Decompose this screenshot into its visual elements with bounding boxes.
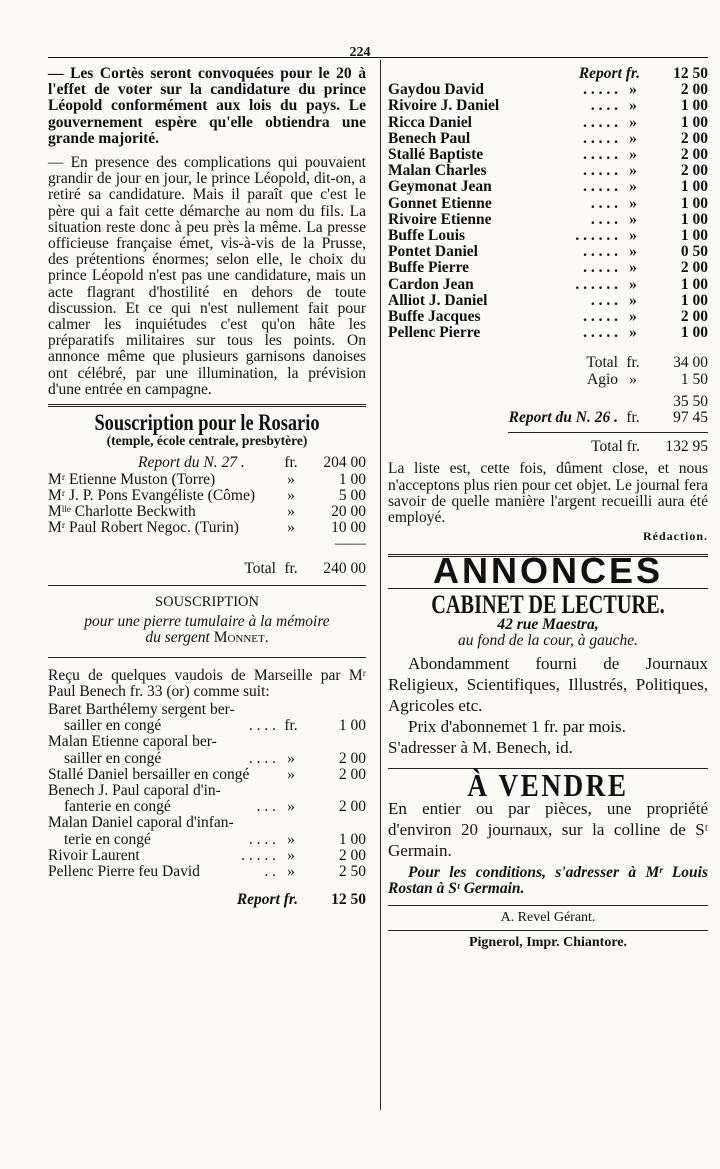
donor-cur: » bbox=[629, 162, 637, 180]
right-column bbox=[388, 66, 708, 951]
donor-line-1: Malan Etienne caporal ber- bbox=[48, 733, 217, 751]
donor-name: Geymonat Jean bbox=[388, 178, 492, 196]
donor-cur: » bbox=[287, 830, 295, 848]
cabinet-title: CABINET DE LECTURE. bbox=[431, 589, 665, 619]
pierre-report-amount: 12 50 bbox=[331, 891, 366, 909]
rosario-total-cur: fr. bbox=[284, 559, 298, 577]
list-item bbox=[48, 734, 366, 766]
right-report-row bbox=[388, 66, 708, 82]
donor-name: Malan Charles bbox=[388, 162, 487, 180]
report26-cur: fr. bbox=[626, 409, 640, 427]
donor-cur: fr. bbox=[284, 717, 298, 735]
donor-cur: » bbox=[287, 503, 295, 521]
donor-amount: 1 00 bbox=[680, 178, 708, 196]
list-item bbox=[388, 115, 708, 131]
grand-total-amount: 132 95 bbox=[665, 438, 708, 456]
donor-amount: 2 00 bbox=[680, 146, 708, 164]
donor-line-2: terie en congé bbox=[64, 830, 151, 848]
rosario-subscription bbox=[48, 410, 366, 577]
news-paragraph-1: — Les Cortès seront convoquées pour le 20 à l'effet de voter sur la candidature du prince Léopold conformément aux lois du pays. Le gouvernement espère qu'elle obtiendra une grande majorité. bbox=[48, 65, 366, 147]
donor-name: Mˡˡᵉ Charlotte Beckwith bbox=[48, 503, 196, 521]
donor-name: Gaydou David bbox=[388, 81, 485, 99]
pierre-title: SOUSCRIPTION bbox=[155, 593, 259, 610]
agio-amount: 1 50 bbox=[680, 370, 708, 388]
donor-name: Buffe Jacques bbox=[388, 308, 481, 326]
donor-amount: 1 00 bbox=[680, 97, 708, 115]
donor-cur: » bbox=[629, 146, 637, 164]
donor-cur: » bbox=[629, 324, 637, 342]
donor-line-2: sailler en congé bbox=[64, 717, 162, 735]
left-column bbox=[48, 66, 366, 908]
donor-amount: 5 00 bbox=[338, 486, 366, 504]
section-divider bbox=[388, 905, 708, 906]
leader-dots: . . . . . bbox=[583, 324, 618, 342]
list-item bbox=[48, 864, 366, 880]
amount-rule: —— bbox=[335, 535, 366, 553]
donor-amount: 1 00 bbox=[680, 194, 708, 212]
section-divider bbox=[388, 930, 708, 931]
rosario-report-amount: 204 00 bbox=[323, 454, 366, 472]
list-item bbox=[388, 179, 708, 195]
leader-dots: . . . . . bbox=[583, 81, 618, 99]
cabinet-address-1: 42 rue Maestra, bbox=[497, 615, 599, 633]
subtotal-amount: 35 50 bbox=[673, 392, 708, 410]
rosario-rule-row bbox=[48, 536, 366, 552]
list-item bbox=[388, 98, 708, 114]
section-divider bbox=[48, 585, 366, 586]
list-item bbox=[388, 212, 708, 228]
grand-total-label: Total fr. bbox=[591, 438, 640, 456]
report26-amount: 97 45 bbox=[673, 409, 708, 427]
donor-cur: » bbox=[287, 862, 295, 880]
pierre-report-label: Report fr. bbox=[236, 891, 298, 909]
donor-amount: 1 00 bbox=[338, 470, 366, 488]
page-number: 224 bbox=[0, 45, 720, 61]
donor-amount: 1 00 bbox=[338, 830, 366, 848]
donor-name: Pontet Daniel bbox=[388, 243, 478, 261]
donor-cur: » bbox=[287, 470, 295, 488]
report26-row bbox=[388, 410, 708, 426]
donor-name: Rivoire Etienne bbox=[388, 210, 492, 228]
donor-amount: 2 00 bbox=[338, 798, 366, 816]
donor-cur: » bbox=[287, 846, 295, 864]
section-divider bbox=[48, 404, 366, 407]
leader-dots: . . . . . bbox=[583, 162, 618, 180]
rosario-title: Souscription pour le Rosario bbox=[94, 410, 320, 436]
donor-amount: 2 00 bbox=[680, 259, 708, 277]
donor-amount: 1 00 bbox=[680, 275, 708, 293]
donor-name: Ricca Daniel bbox=[388, 113, 472, 131]
donor-amount: 2 00 bbox=[680, 308, 708, 326]
donor-cur: » bbox=[629, 113, 637, 131]
donor-name: Stallé Baptiste bbox=[388, 146, 484, 164]
leader-dots: . . . . bbox=[248, 717, 276, 735]
donor-name: Mʳ Etienne Muston (Torre) bbox=[48, 470, 216, 488]
list-item bbox=[388, 82, 708, 98]
donor-amount: 1 00 bbox=[680, 324, 708, 342]
total-divider bbox=[508, 432, 708, 433]
closing-note: La liste est, cette fois, dûment close, et nous n'acceptons plus rien pour cet objet. Le journal fera savoir de quelle manière l'argent recueilli aura été employé. bbox=[388, 460, 708, 527]
list-item bbox=[48, 520, 366, 536]
donor-amount: 2 00 bbox=[338, 765, 366, 783]
pierre-subtitle-1: pour une pierre tumulaire à la mémoire bbox=[84, 613, 330, 631]
rosario-report-cur: fr. bbox=[284, 454, 298, 472]
column-divider bbox=[380, 60, 381, 1110]
leader-dots: . . . . . bbox=[583, 308, 618, 326]
list-item bbox=[48, 488, 366, 504]
donor-line-2: Rivoir Laurent bbox=[48, 846, 140, 864]
redaction-signature: Rédaction. bbox=[643, 529, 708, 544]
donor-line-2: Pellenc Pierre feu David bbox=[48, 862, 200, 880]
donor-cur: » bbox=[629, 259, 637, 277]
leader-dots: . . . . . bbox=[583, 178, 618, 196]
list-item bbox=[388, 228, 708, 244]
cabinet-contact: S'adresser à M. Benech, id. bbox=[388, 738, 573, 758]
donor-cur: » bbox=[629, 81, 637, 99]
list-item bbox=[388, 163, 708, 179]
donor-name: Pellenc Pierre bbox=[388, 324, 481, 342]
pierre-intro: Reçu de quelques vaudois de Marseille par Mʳ Paul Benech fr. 33 (or) comme suit: bbox=[48, 666, 366, 700]
donor-cur: » bbox=[287, 486, 295, 504]
leader-dots: . . . . bbox=[590, 194, 618, 212]
right-report-amount: 12 50 bbox=[673, 65, 708, 82]
top-rule bbox=[48, 57, 708, 58]
donor-amount: 2 00 bbox=[338, 846, 366, 864]
news-section bbox=[48, 66, 366, 398]
rosario-subtitle: (temple, école centrale, presbytère) bbox=[106, 433, 308, 449]
donor-cur: » bbox=[629, 275, 637, 293]
list-item bbox=[48, 702, 366, 734]
donor-amount: 2 00 bbox=[680, 162, 708, 180]
list-item bbox=[388, 131, 708, 147]
rosario-total-label: Total bbox=[244, 559, 276, 577]
donor-amount: 2 00 bbox=[338, 749, 366, 767]
donor-name: Gonnet Etienne bbox=[388, 194, 492, 212]
report26-label: Report du N. 26 . bbox=[508, 409, 618, 427]
donor-name: Buffe Pierre bbox=[388, 259, 470, 277]
donor-cur: » bbox=[287, 765, 295, 783]
rosario-total-amount: 240 00 bbox=[323, 559, 366, 577]
pierre-subtitle-2-name: Monnet. bbox=[213, 629, 269, 647]
leader-dots: . . . . bbox=[590, 291, 618, 309]
donor-cur: » bbox=[629, 178, 637, 196]
list-item bbox=[388, 147, 708, 163]
pierre-subtitle-2-text: du sergent bbox=[145, 629, 210, 647]
total-label: Total bbox=[586, 354, 618, 372]
donor-cur: » bbox=[287, 749, 295, 767]
list-item bbox=[388, 309, 708, 325]
donor-amount: 2 00 bbox=[680, 81, 708, 99]
donor-line-1: Malan Daniel caporal d'infan- bbox=[48, 814, 234, 832]
list-item bbox=[388, 260, 708, 276]
total-cur: fr. bbox=[626, 354, 640, 372]
donor-name: Mʳ Paul Robert Negoc. (Turin) bbox=[48, 519, 239, 537]
donor-cur: » bbox=[287, 519, 295, 537]
leader-dots: . . . . . bbox=[583, 129, 618, 147]
donor-amount: 2 00 bbox=[680, 129, 708, 147]
total-amount: 34 00 bbox=[673, 354, 708, 372]
donor-amount: 1 00 bbox=[680, 210, 708, 228]
agio-label: Agio bbox=[587, 370, 618, 388]
list-item bbox=[48, 767, 366, 783]
donor-name: Buffe Louis bbox=[388, 227, 466, 245]
donor-amount: 1 00 bbox=[680, 113, 708, 131]
donor-cur: » bbox=[629, 194, 637, 212]
donor-line-1: Baret Barthélemy sergent ber- bbox=[48, 700, 235, 718]
list-item bbox=[48, 504, 366, 520]
leader-dots: . . . . bbox=[590, 210, 618, 228]
right-report-label: Report fr. bbox=[578, 65, 640, 82]
leader-dots: . . . bbox=[256, 798, 276, 816]
leader-dots: . . . . . bbox=[241, 846, 276, 864]
leader-dots: . . . . . bbox=[583, 113, 618, 131]
donor-name: Rivoire J. Daniel bbox=[388, 97, 500, 115]
donor-amount: 0 50 bbox=[680, 243, 708, 261]
leader-dots: . . . . . bbox=[583, 259, 618, 277]
cabinet-price: Prix d'abonnemet 1 fr. par mois. bbox=[408, 717, 626, 737]
vendre-title: À VENDRE bbox=[467, 767, 629, 804]
imprimerie: Pignerol, Impr. Chiantore. bbox=[468, 935, 628, 951]
pierre-subtitle-2 bbox=[48, 630, 366, 646]
donor-name: Cardon Jean bbox=[388, 275, 474, 293]
list-item bbox=[48, 815, 366, 847]
grand-total-row bbox=[388, 439, 708, 455]
list-item bbox=[388, 244, 708, 260]
donor-name: Benech Paul bbox=[388, 129, 471, 147]
cabinet-body: Abondamment fourni de Journaux Religieux, Scientifiques, Illustrés, Politiques, Agricoles etc. bbox=[388, 654, 708, 716]
donor-cur: » bbox=[629, 291, 637, 309]
list-item bbox=[388, 277, 708, 293]
donor-cur: » bbox=[629, 243, 637, 261]
donor-cur: » bbox=[629, 129, 637, 147]
donor-amount: 1 00 bbox=[680, 227, 708, 245]
donor-list bbox=[388, 82, 708, 341]
leader-dots: . . . . bbox=[590, 97, 618, 115]
donor-amount: 10 00 bbox=[331, 519, 366, 537]
donor-amount: 1 00 bbox=[338, 717, 366, 735]
donor-line-2: fanterie en congé bbox=[64, 798, 171, 816]
leader-dots: . . . . . . bbox=[575, 227, 618, 245]
rosario-report-label: Report du N. 27 . bbox=[138, 454, 245, 472]
gerant: A. Revel Gérant. bbox=[500, 909, 596, 925]
list-item bbox=[388, 293, 708, 309]
pierre-report-row bbox=[48, 892, 366, 908]
donor-amount: 2 50 bbox=[338, 862, 366, 880]
donor-line-1: Benech J. Paul caporal d'in- bbox=[48, 781, 221, 799]
news-paragraph-2: — En presence des complications qui pouvaient grandir de jour en jour, le prince Léopold, dit-on, a retiré sa candidature. Mais il paraît que c'est le père qui a fait cette démarche au nom du fils. La situation reste donc à peu près la même. La presse officieuse française émet, vis-à-vis de la Prusse, des prétentions énormes; selon elle, le choix du prince Léopold n'est pas une candidature, mais un acte flagrant d'hostilité en dehors de toute discussion. Et ce qui n'est nullement fait pour calmer les inquiétudes c'est qu'on hâte les préparatifs militaires sur tous les points. On annonce même que plusieurs garnisons danoises ont célébré, par une illumination, la prévision d'une entrée en campagne. bbox=[48, 154, 366, 398]
leader-dots: . . . . bbox=[248, 830, 276, 848]
leader-dots: . . . . . . bbox=[575, 275, 618, 293]
donor-name: Mʳ J. P. Pons Evangéliste (Côme) bbox=[48, 486, 256, 504]
section-divider bbox=[48, 657, 366, 658]
total-row bbox=[388, 355, 708, 371]
agio-row bbox=[388, 372, 708, 388]
donor-line-2: sailler en congé bbox=[64, 749, 162, 767]
leader-dots: . . . . . bbox=[583, 243, 618, 261]
list-item bbox=[48, 472, 366, 488]
list-item bbox=[388, 325, 708, 341]
list-item bbox=[388, 196, 708, 212]
leader-dots: . . . . . bbox=[583, 146, 618, 164]
annonces-heading: ANNONCES bbox=[432, 550, 663, 592]
donor-name: Alliot J. Daniel bbox=[388, 291, 488, 309]
rosario-total-row bbox=[48, 561, 366, 577]
agio-cur: » bbox=[629, 370, 637, 388]
donor-cur: » bbox=[629, 308, 637, 326]
donor-cur: » bbox=[287, 798, 295, 816]
vendre-conditions: Pour les conditions, s'adresser à Mʳ Louis Rostan à Sᵗ Germain. bbox=[388, 863, 708, 897]
subtotal-row bbox=[388, 394, 708, 410]
rosario-report-row bbox=[48, 455, 366, 471]
leader-dots: . . bbox=[264, 862, 276, 880]
pierre-subscription bbox=[48, 594, 366, 908]
leader-dots: . . . . bbox=[248, 749, 276, 767]
list-item bbox=[48, 783, 366, 815]
donor-cur: » bbox=[629, 97, 637, 115]
donor-amount: 1 00 bbox=[680, 291, 708, 309]
donor-amount: 20 00 bbox=[331, 503, 366, 521]
donor-cur: » bbox=[629, 210, 637, 228]
list-item bbox=[48, 848, 366, 864]
donor-cur: » bbox=[629, 227, 637, 245]
cabinet-address-2: au fond de la cour, à gauche. bbox=[458, 632, 638, 650]
donor-line-2: Stallé Daniel bersailler en congé bbox=[48, 765, 250, 783]
vendre-body: En entier ou par pièces, une propriété d'environ 20 journaux, sur la colline de Sᵗ Germain. bbox=[388, 798, 708, 860]
